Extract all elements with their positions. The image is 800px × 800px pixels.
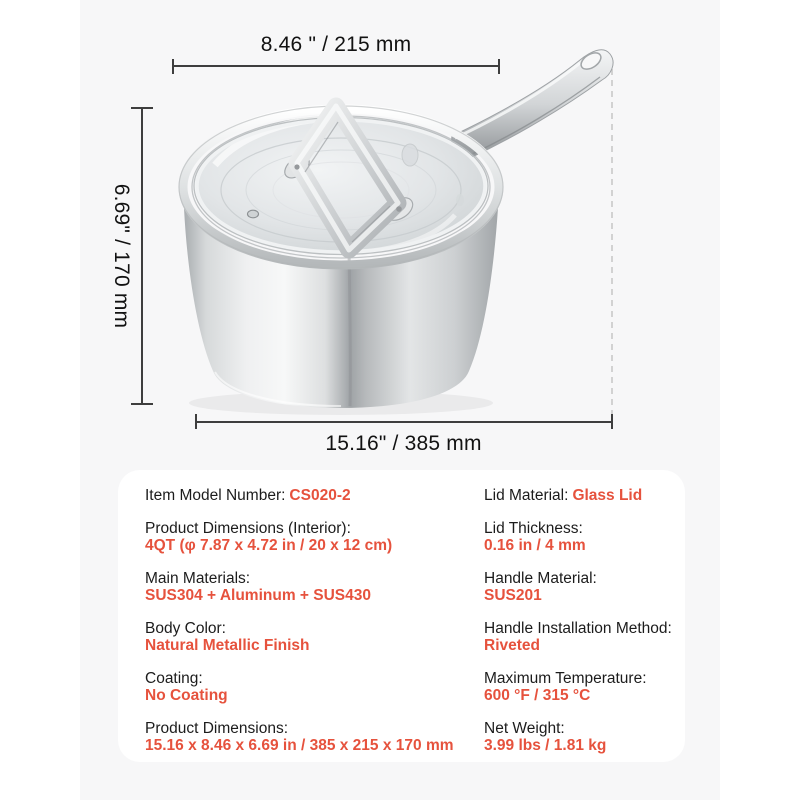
spec-value: CS020-2 — [289, 487, 351, 504]
spec-value: 600 °F / 315 °C — [484, 687, 591, 704]
left-dimension-tick-bottom — [131, 403, 153, 405]
spec-value: 3.99 lbs / 1.81 kg — [484, 737, 607, 754]
lid-handle-rivet-right — [396, 206, 402, 212]
top-dimension-label: 8.46 " / 215 mm — [260, 33, 412, 56]
spec-label: Main Materials: — [145, 570, 251, 587]
spec-item-interior-dimensions — [145, 520, 475, 554]
spec-label: Handle Installation Method: — [484, 620, 672, 637]
top-dimension-line — [172, 65, 500, 67]
spec-value: 0.16 in / 4 mm — [484, 537, 586, 554]
spec-label: Body Color: — [145, 620, 226, 637]
steam-vent-hole — [248, 210, 259, 218]
bottom-dimension-tick-right — [611, 414, 613, 429]
bottom-dimension-tick-left — [195, 414, 197, 429]
spec-item-main-materials — [145, 570, 475, 604]
spec-item-net-weight — [484, 720, 679, 754]
left-dimension-line — [141, 108, 143, 405]
lid-reflection-dot — [402, 144, 418, 166]
top-dimension-tick-left — [172, 59, 174, 74]
spec-value: 15.16 x 8.46 x 6.69 in / 385 x 215 x 170 mm — [145, 737, 454, 754]
spec-label: Maximum Temperature: — [484, 670, 647, 687]
spec-item-product-dimensions — [145, 720, 475, 754]
spec-panel — [118, 470, 685, 762]
lid-handle-rivet-left — [294, 164, 299, 169]
spec-item-lid-material — [484, 487, 679, 504]
bottom-dimension-label: 15.16" / 385 mm — [325, 432, 482, 455]
spec-item-lid-thickness — [484, 520, 679, 554]
bottom-dimension-line — [195, 421, 612, 423]
spec-value: SUS201 — [484, 587, 542, 604]
spec-label: Item Model Number: — [145, 487, 286, 504]
spec-label: Product Dimensions: — [145, 720, 289, 737]
top-dimension-tick-right — [498, 59, 500, 74]
spec-label: Product Dimensions (Interior): — [145, 520, 351, 537]
spec-item-handle-material — [484, 570, 679, 604]
spec-label: Lid Material: — [484, 487, 569, 504]
spec-column-left — [145, 487, 475, 770]
spec-item-body-color — [145, 620, 475, 654]
spec-column-right — [484, 487, 679, 770]
spec-value: Glass Lid — [572, 487, 643, 504]
left-dimension-label: 6.69" / 170 mm — [110, 183, 133, 329]
spec-value: Riveted — [484, 637, 540, 654]
spec-item-coating — [145, 670, 475, 704]
spec-label: Handle Material: — [484, 570, 597, 587]
spec-label: Net Weight: — [484, 720, 565, 737]
spec-label: Lid Thickness: — [484, 520, 583, 537]
spec-item-handle-installation — [484, 620, 679, 654]
spec-item-model-number — [145, 487, 475, 504]
spec-label: Coating: — [145, 670, 203, 687]
spec-item-max-temperature — [484, 670, 679, 704]
spec-value: SUS304 + Aluminum + SUS430 — [145, 587, 371, 604]
spec-value: No Coating — [145, 687, 228, 704]
left-dimension-tick-top — [131, 107, 153, 109]
spec-value: Natural Metallic Finish — [145, 637, 310, 654]
spec-value: 4QT (φ 7.87 x 4.72 in / 20 x 12 cm) — [145, 537, 393, 554]
